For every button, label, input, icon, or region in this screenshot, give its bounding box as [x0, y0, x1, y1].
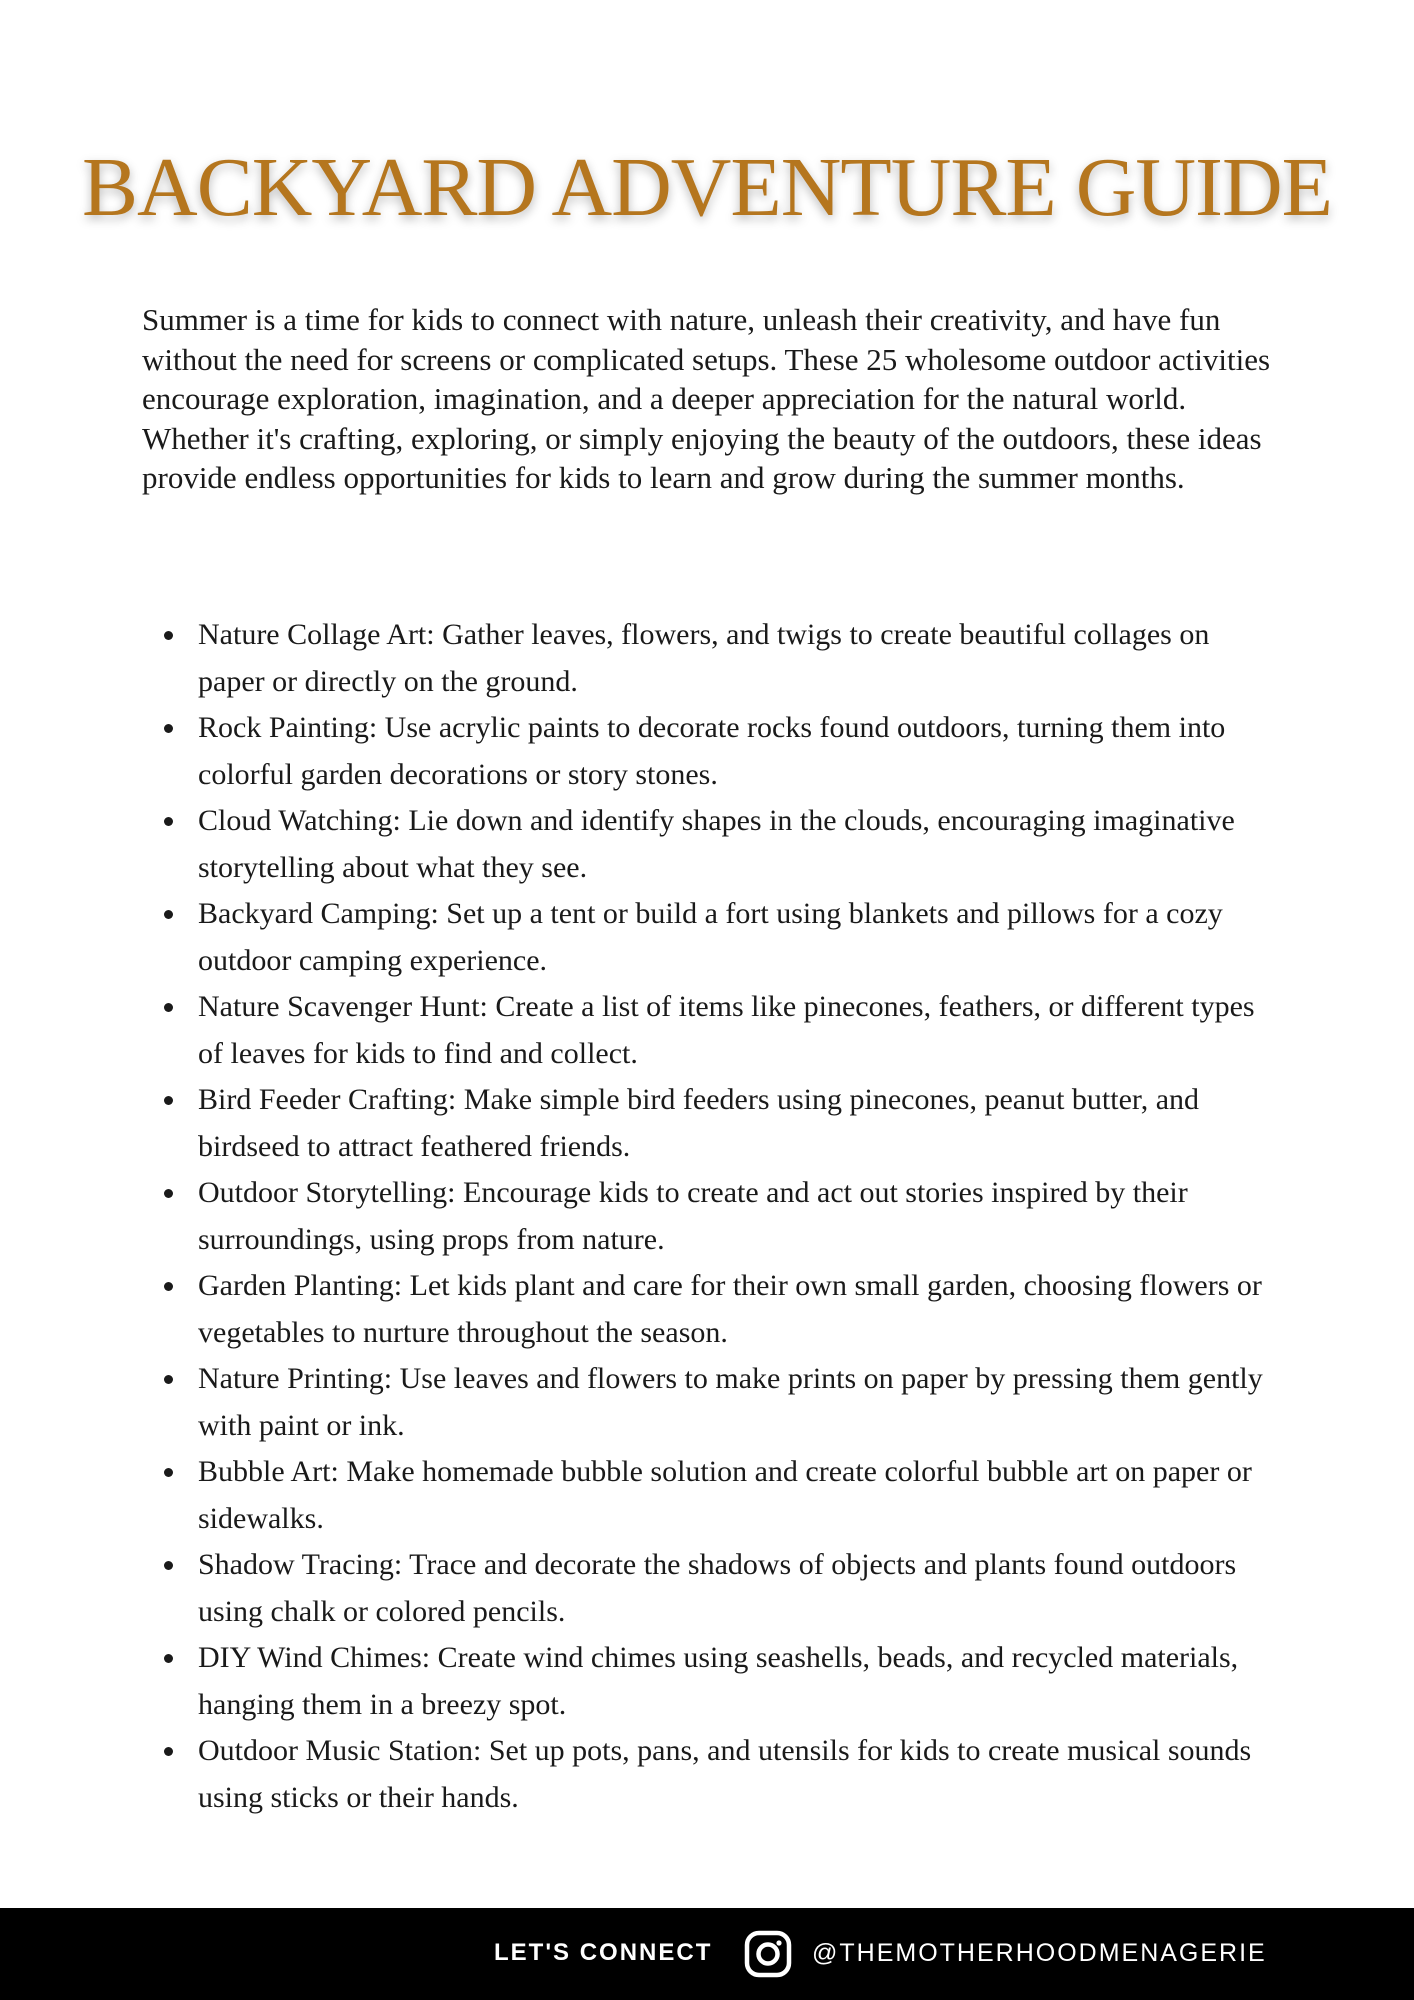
bullet-icon: [164, 1561, 173, 1570]
activity-text: Nature Collage Art: Gather leaves, flowers, and twigs to create beautiful collages on paper or directly on the ground.: [198, 618, 1210, 698]
bullet-icon: [164, 1747, 173, 1756]
connect-label: LET'S CONNECT: [494, 1939, 713, 1966]
activity-item: [142, 1077, 1277, 1170]
bullet-icon: [164, 1654, 173, 1663]
bullet-icon: [164, 910, 173, 919]
activity-text: Bird Feeder Crafting: Make simple bird feeders using pinecones, peanut butter, and birdseed to attract feathered friends.: [198, 1083, 1200, 1163]
activity-item: [142, 891, 1277, 984]
activity-text: Backyard Camping: Set up a tent or build a fort using blankets and pillows for a cozy outdoor camping experience.: [198, 897, 1223, 977]
bullet-icon: [164, 1189, 173, 1198]
activity-item: [142, 612, 1277, 705]
activity-item: [142, 705, 1277, 798]
page-title: BACKYARD ADVENTURE GUIDE: [82, 141, 1332, 234]
activity-item: [142, 1728, 1277, 1821]
bullet-icon: [164, 724, 173, 733]
activity-item: [142, 1635, 1277, 1728]
activity-item: [142, 984, 1277, 1077]
activity-item: [142, 1263, 1277, 1356]
activity-item: [142, 1449, 1277, 1542]
activity-text: Outdoor Storytelling: Encourage kids to create and act out stories inspired by their surroundings, using props from nature.: [198, 1176, 1188, 1256]
bullet-icon: [164, 1468, 173, 1477]
intro-paragraph: Summer is a time for kids to connect with nature, unleash their creativity, and have fun without the need for screens or complicated setups. These 25 wholesome outdoor activities encourage exploration, imagination, and a deeper appreciation for the natural world. Whether it's crafting, exploring, or simply enjoying the beauty of the outdoors, these ideas provide endless opportunities for kids to learn and grow during the summer months.: [142, 302, 1271, 495]
activity-text: Nature Scavenger Hunt: Create a list of items like pinecones, feathers, or different types of leaves for kids to find and collect.: [198, 990, 1255, 1070]
bullet-icon: [164, 1375, 173, 1384]
social-handle-link[interactable]: @THEMOTHERHOODMENAGERIE: [812, 1939, 1267, 1967]
activity-text: Outdoor Music Station: Set up pots, pans, and utensils for kids to create musical sounds using sticks or their hands.: [198, 1734, 1252, 1814]
activity-text: DIY Wind Chimes: Create wind chimes using seashells, beads, and recycled materials, hanging them in a breezy spot.: [198, 1641, 1239, 1721]
activity-item: [142, 798, 1277, 891]
activity-item: [142, 1356, 1277, 1449]
activity-text: Garden Planting: Let kids plant and care for their own small garden, choosing flowers or vegetables to nurture throughout the season.: [198, 1269, 1262, 1349]
activity-text: Cloud Watching: Lie down and identify shapes in the clouds, encouraging imaginative storytelling about what they see.: [198, 804, 1235, 884]
activity-text: Nature Printing: Use leaves and flowers to make prints on paper by pressing them gently with paint or ink.: [198, 1362, 1263, 1442]
activity-item: [142, 1170, 1277, 1263]
instagram-icon[interactable]: [742, 1928, 794, 1980]
bullet-icon: [164, 1282, 173, 1291]
bullet-icon: [164, 1003, 173, 1012]
activity-text: Rock Painting: Use acrylic paints to decorate rocks found outdoors, turning them into colorful garden decorations or story stones.: [198, 711, 1226, 791]
bullet-icon: [164, 1096, 173, 1105]
bullet-icon: [164, 631, 173, 640]
activity-text: Shadow Tracing: Trace and decorate the shadows of objects and plants found outdoors using chalk or colored pencils.: [198, 1548, 1237, 1628]
activity-list: [142, 612, 1277, 1821]
bullet-icon: [164, 817, 173, 826]
activity-item: [142, 1542, 1277, 1635]
footer-bar: [0, 1908, 1414, 2000]
activity-text: Bubble Art: Make homemade bubble solution and create colorful bubble art on paper or sidewalks.: [198, 1455, 1252, 1535]
